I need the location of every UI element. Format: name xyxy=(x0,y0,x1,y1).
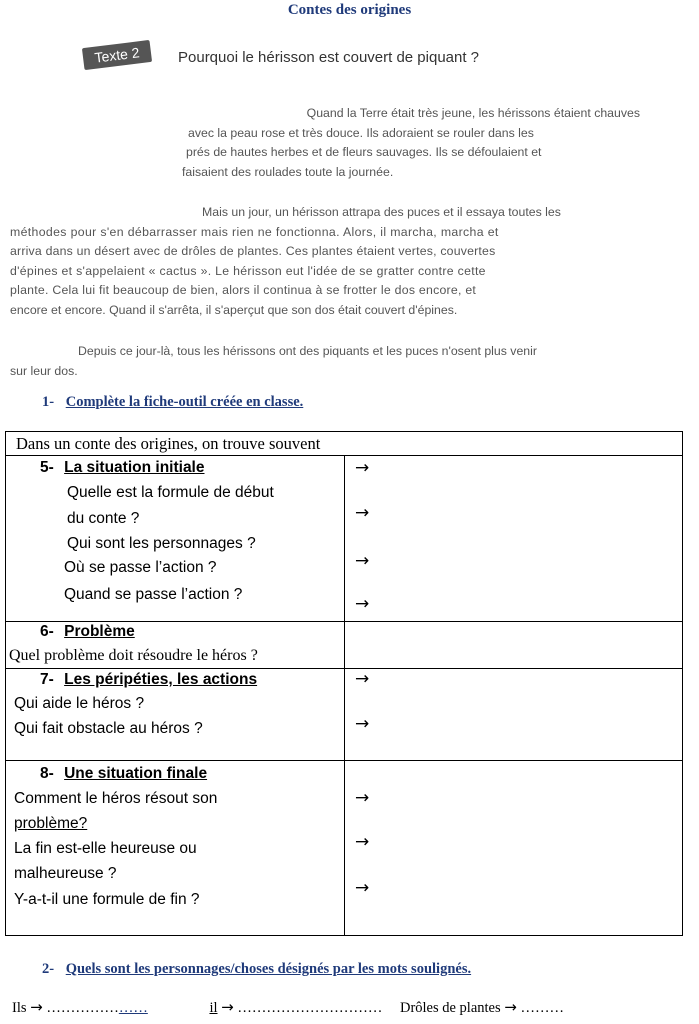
arrow-icon: → xyxy=(221,998,234,1016)
story-line: sur leur dos. xyxy=(10,363,78,378)
answer-blank-il[interactable]: ………………………… xyxy=(237,1000,383,1016)
arrow-icon: → xyxy=(355,714,370,734)
question-number: 1- xyxy=(42,394,55,410)
question-fin-heureuse-cont: malheureuse ? xyxy=(14,865,117,882)
question-number: 2- xyxy=(42,961,55,977)
story-paragraph-1 xyxy=(182,104,640,182)
story-line: Quand la Terre était très jeune, les hérissons étaient chauves xyxy=(306,106,640,120)
table-border-bottom xyxy=(5,935,683,936)
answer-row xyxy=(12,998,564,1017)
text-badge: Texte 2 xyxy=(82,40,152,70)
arrow-icon: → xyxy=(355,458,370,478)
answer-blank-droles[interactable]: ……… xyxy=(520,1000,564,1016)
story-line: Depuis ce jour-là, tous les hérissons ont des piquants et les puces n'osent plus venir xyxy=(78,344,537,358)
question-personnages: Qui sont les personnages ? xyxy=(67,535,256,552)
story-line: avec la peau rose et très douce. Ils adoraient se rouler dans les xyxy=(188,125,534,140)
question-obstacle: Qui fait obstacle au héros ? xyxy=(14,720,203,737)
table-row-divider xyxy=(5,455,683,456)
answer-blank-ils-underlined[interactable]: …… xyxy=(118,1000,148,1016)
table-border-top xyxy=(5,431,683,432)
story-line: prés de hautes herbes et de fleurs sauvages. Ils se défoulaient et xyxy=(186,145,542,159)
story-line: d'épines et s'appelaient « cactus ». Le hérisson eut l'idée de se gratter contre cette xyxy=(10,263,486,278)
table-row-divider xyxy=(5,760,683,761)
arrow-icon: → xyxy=(355,594,370,614)
answer-blank-ils[interactable]: …………… xyxy=(46,1000,119,1016)
question-formule-debut: Quelle est la formule de début xyxy=(67,484,274,501)
section-8-title xyxy=(40,765,207,783)
arrow-icon: → xyxy=(30,998,43,1016)
word-droles-de-plantes: Drôles de plantes xyxy=(399,1000,501,1016)
section-number: 8- xyxy=(40,765,54,782)
section-5-title xyxy=(40,459,205,477)
arrow-icon: → xyxy=(355,669,370,689)
section-title: Les péripéties, les actions xyxy=(64,671,258,688)
question-lieu: Où se passe l’action ? xyxy=(64,559,217,576)
question-text: Complète la fiche-outil créée en classe. xyxy=(65,394,304,410)
arrow-icon: → xyxy=(355,878,370,898)
word-il: il xyxy=(209,1000,218,1016)
section-title: Une situation finale xyxy=(64,765,208,782)
question-1-heading xyxy=(42,394,303,411)
story-line: Mais un jour, un hérisson attrapa des puces et il essaya toutes les xyxy=(202,205,561,219)
question-2-heading xyxy=(42,961,471,978)
question-temps: Quand se passe l’action ? xyxy=(64,586,243,603)
question-text: Quels sont les personnages/choses désignés par les mots soulignés. xyxy=(65,961,472,977)
story-line: arriva dans un désert avec de drôles de plantes. Ces plantes étaient vertes, couvertes xyxy=(10,244,496,258)
question-aide: Qui aide le héros ? xyxy=(14,695,145,712)
question-formule-debut-cont: du conte ? xyxy=(67,510,140,527)
section-title: Problème xyxy=(64,623,135,640)
table-border-left xyxy=(5,431,6,936)
section-6-title xyxy=(40,623,135,641)
story-line: plante. Cela lui fit beaucoup de bien, alors il continua à se frotter le dos encore, et xyxy=(10,283,477,297)
section-number: 7- xyxy=(40,671,54,688)
story-paragraph-2 xyxy=(10,203,640,320)
arrow-icon: → xyxy=(355,832,370,852)
arrow-icon: → xyxy=(355,503,370,523)
table-row-divider xyxy=(5,668,683,669)
story-line: encore et encore. Quand il s'arrêta, il s'aperçut que son dos était couvert d'épines. xyxy=(10,302,458,317)
section-number: 6- xyxy=(40,623,54,640)
arrow-icon: → xyxy=(504,998,517,1016)
section-title: La situation initiale xyxy=(64,459,205,476)
story-title: Pourquoi le hérisson est couvert de piquant ? xyxy=(178,49,480,66)
arrow-icon: → xyxy=(355,788,370,808)
table-border-right xyxy=(682,431,683,936)
question-formule-fin: Y-a-t-il une formule de fin ? xyxy=(14,891,200,908)
story-paragraph-3 xyxy=(10,342,640,381)
question-fin-heureuse: La fin est-elle heureuse ou xyxy=(14,840,197,857)
story-line: faisaient des roulades toute la journée. xyxy=(182,164,394,179)
table-header: Dans un conte des origines, on trouve souvent xyxy=(16,434,321,453)
question-probleme: Quel problème doit résoudre le héros ? xyxy=(9,647,258,664)
arrow-icon: → xyxy=(355,551,370,571)
table-column-divider xyxy=(344,455,345,936)
story-line: méthodes pour s'en débarrasser mais rien ne fonctionna. Alors, il marcha, marcha et xyxy=(10,224,499,239)
document-title: Contes des origines xyxy=(287,2,412,18)
word-ils: Ils xyxy=(12,1000,27,1016)
question-resolution: Comment le héros résout son xyxy=(14,790,218,807)
section-number: 5- xyxy=(40,459,54,476)
section-7-title xyxy=(40,671,257,689)
question-resolution-cont: problème? xyxy=(14,815,88,832)
table-row-divider xyxy=(5,621,683,622)
